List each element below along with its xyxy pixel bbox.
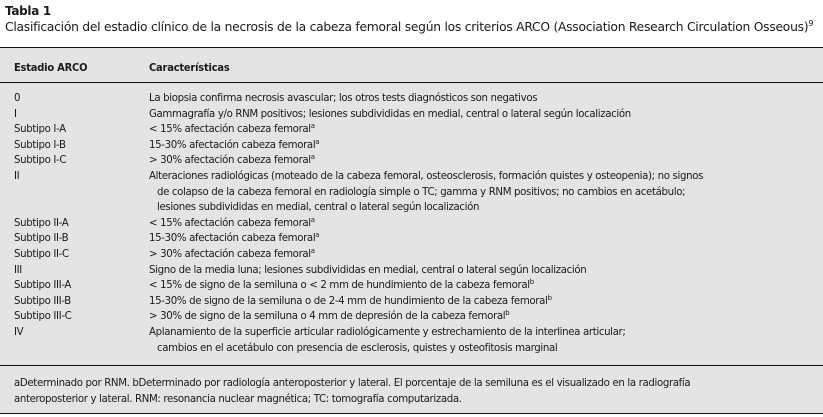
arco-classification-table [0, 47, 823, 414]
stage-cell: Subtipo III-B [14, 295, 71, 307]
stage-cell: II [14, 170, 20, 182]
characteristics-text: 15-30% de signo de la semiluna o de 2-4 mm de hundimiento de la cabeza femoral [149, 295, 548, 307]
characteristics-line [149, 109, 631, 120]
stage-cell: IV [14, 326, 24, 338]
table-row [0, 278, 823, 294]
footnote-marker: b [505, 309, 510, 318]
characteristics-cell [149, 309, 823, 325]
characteristics-line [149, 341, 823, 357]
characteristics-text: > 30% afectación cabeza femoral [149, 248, 311, 260]
table-header [0, 48, 823, 83]
characteristics-cell [149, 107, 823, 123]
header-characteristics: Características [149, 61, 230, 74]
table-row [0, 153, 823, 169]
characteristics-cell [149, 138, 823, 154]
table-row [0, 169, 823, 216]
characteristics-line [149, 93, 537, 104]
footnote-marker: a [310, 246, 315, 255]
characteristics-text: Alteraciones radiológicas (moteado de la cabeza femoral, osteosclerosis, formación quistes y osteopenia); no signos [149, 170, 704, 182]
table-row [0, 309, 823, 325]
stage-cell: Subtipo II-B [14, 233, 69, 245]
characteristics-text: < 15% de signo de la semiluna o < 2 mm de hundimiento de la cabeza femoral [149, 280, 530, 292]
characteristics-cell [149, 247, 823, 263]
table-row [0, 216, 823, 232]
characteristics-cell [149, 325, 823, 356]
characteristics-line [149, 280, 534, 291]
table-row [0, 263, 823, 279]
characteristics-text: Gammagrafía y/o RNM positivos; lesiones subdivididas en medial, central o lateral según localización [149, 108, 631, 120]
characteristics-line [149, 124, 315, 135]
table-caption [5, 3, 823, 36]
table-footnote [0, 365, 823, 413]
characteristics-line [149, 200, 823, 216]
stage-cell: Subtipo I-B [14, 139, 66, 151]
footnote-marker: a [315, 137, 320, 146]
characteristics-text: 15-30% afectación cabeza femoral [149, 139, 316, 151]
characteristics-cell [149, 169, 823, 216]
stage-cell: 0 [14, 93, 21, 104]
table-row [0, 231, 823, 247]
table-row [0, 138, 823, 154]
table-title-text: Clasificación del estadio clínico de la necrosis de la cabeza femoral según los criterios ARCO (Association Research Circulation Osseous) [5, 20, 809, 34]
stage-cell: Subtipo II-A [14, 217, 69, 229]
characteristics-text: Signo de la media luna; lesiones subdivididas en medial, central o lateral según localización [149, 264, 587, 276]
stage-cell: III [14, 264, 22, 276]
footnote-marker: a [310, 122, 315, 131]
characteristics-line [149, 215, 315, 229]
characteristics-line [149, 171, 703, 182]
characteristics-cell [149, 278, 823, 294]
stage-cell: I [14, 108, 17, 120]
table-label: Tabla 1 [5, 4, 51, 18]
characteristics-cell [149, 231, 823, 247]
characteristics-line [149, 327, 625, 338]
table-row [0, 294, 823, 310]
table-row [0, 325, 823, 356]
stage-cell: Subtipo I-C [14, 155, 67, 167]
footnote-line: anteroposterior y lateral. RNM: resonancia nuclear magnética; TC: tomografía computarizada. [14, 393, 462, 405]
characteristics-text: > 30% afectación cabeza femoral [149, 155, 311, 167]
characteristics-cell [149, 294, 823, 310]
table-row [0, 107, 823, 123]
stage-cell: Subtipo III-C [14, 311, 72, 323]
table-row [0, 91, 823, 107]
characteristics-text: La biopsia confirma necrosis avascular; los otros tests diagnósticos son negativos [149, 93, 538, 104]
characteristics-line [149, 311, 509, 322]
characteristics-text: Aplanamiento de la superficie articular radiológicamente y estrechamiento de la interlinea articular; [149, 326, 626, 338]
characteristics-line [149, 233, 319, 244]
stage-cell: Subtipo II-C [14, 248, 69, 260]
footnote-marker: b [529, 278, 534, 287]
footnote-marker: a [310, 153, 315, 162]
characteristics-line [149, 293, 552, 307]
footnote-marker: a [310, 215, 315, 224]
characteristics-line [149, 246, 315, 260]
characteristics-cell [149, 216, 823, 232]
characteristics-line [149, 185, 823, 201]
stage-cell: Subtipo I-A [14, 124, 66, 136]
footnote-marker: b [547, 293, 552, 302]
characteristics-text: 15-30% afectación cabeza femoral [149, 233, 316, 245]
characteristics-text: cambios en el acetábulo con presencia de esclerosis, quistes y osteofitosis marginal [157, 342, 558, 354]
characteristics-line [149, 137, 320, 151]
characteristics-text: < 15% afectación cabeza femoral [149, 217, 311, 229]
stage-cell: Subtipo III-A [14, 280, 72, 292]
characteristics-cell [149, 91, 823, 107]
characteristics-cell [149, 122, 823, 138]
footnote-text [14, 376, 814, 407]
characteristics-text: > 30% de signo de la semiluna o 4 mm de depresión de la cabeza femoral [149, 311, 506, 323]
characteristics-text: < 15% afectación cabeza femoral [149, 124, 311, 136]
characteristics-text: de colapso de la cabeza femoral en radiología simple o TC; gamma y RNM positivos; no cambios en acetábulo; [157, 186, 686, 198]
characteristics-cell [149, 263, 823, 279]
characteristics-text: lesiones subdivididas en medial, central o lateral según localización [157, 202, 480, 214]
characteristics-line [149, 155, 315, 166]
table-title [5, 19, 823, 36]
table-row [0, 122, 823, 138]
footnote-marker: a [315, 231, 320, 240]
header-stage: Estadio ARCO [14, 61, 88, 74]
characteristics-cell [149, 153, 823, 169]
table-body [0, 91, 823, 356]
characteristics-line [149, 265, 586, 276]
table-row [0, 247, 823, 263]
reference-superscript: 9 [808, 19, 814, 28]
footnote-line: aDeterminado por RNM. bDeterminado por radiología anteroposterior y lateral. El porcentaje de la semiluna es el visualizado en la radiografía [14, 378, 691, 389]
